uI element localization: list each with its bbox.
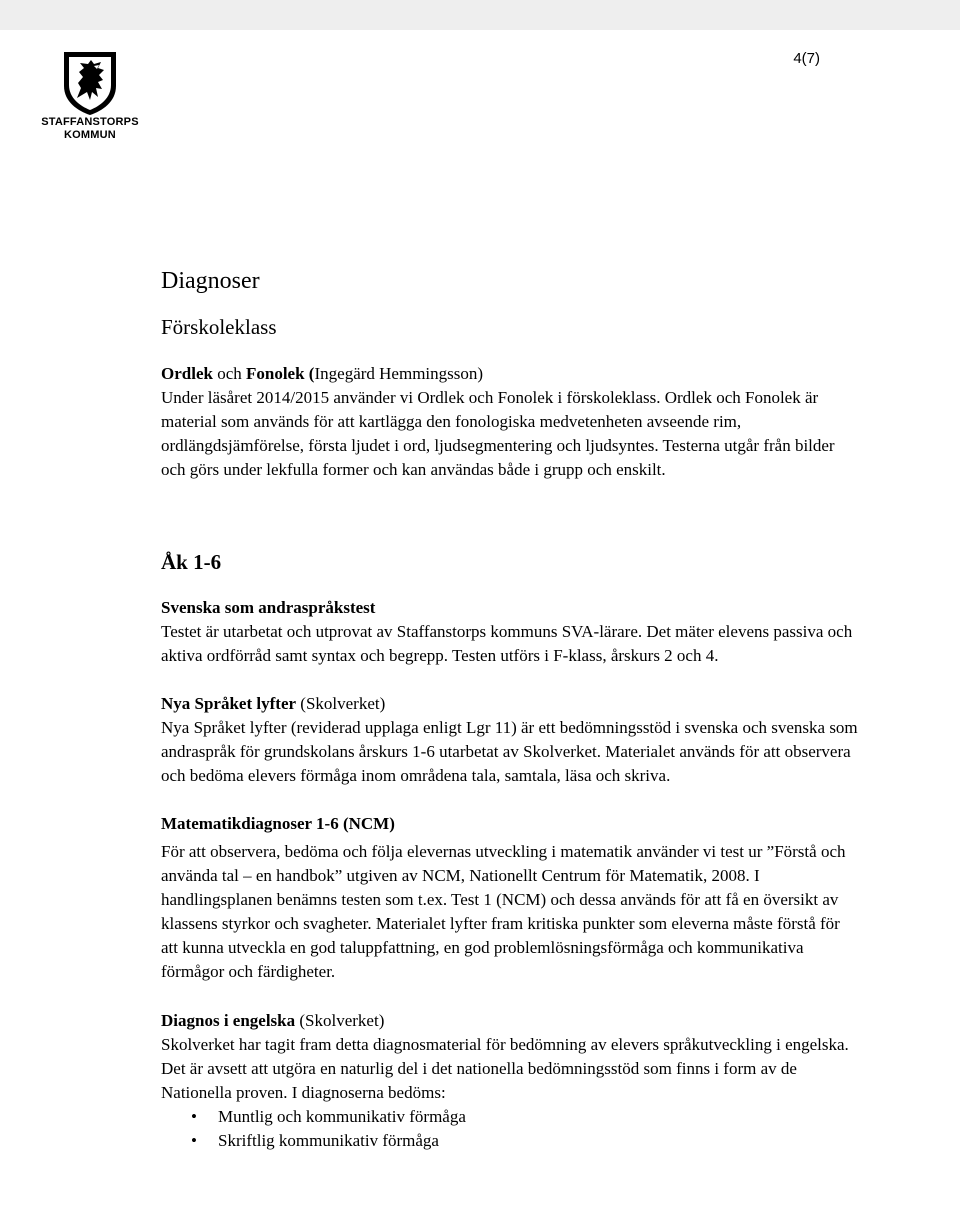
logo-text-line2: KOMMUN: [64, 129, 116, 141]
engelska-section: [161, 1009, 861, 1153]
ordlek-body: Under läsåret 2014/2015 använder vi Ordlek och Fonolek i förskoleklass. Ordlek och Fonolek är material som används för att kartlägga den fonologiska medvetenheten avseende rim, ordlängdsjämförelse, första ljudet i ord, ljudsegmentering och ljudsyntes. Testerna utgår från bilder och görs under lekfulla former och kan användas både i grupp och enskilt.: [161, 388, 835, 479]
engelska-title: Diagnos i engelska (Skolverket): [161, 1011, 385, 1030]
engelska-bullet-list: [161, 1105, 861, 1153]
matematik-title: Matematikdiagnoser 1-6 (NCM): [161, 814, 395, 833]
sva-test-section: [161, 596, 861, 668]
document-page: [0, 30, 960, 1226]
viewer-top-bar: [0, 0, 960, 30]
matematik-body: För att observera, bedöma och följa elevernas utveckling i matematik använder vi test ur ”Förstå och använda tal – en handbok” utgiven av NCM, Nationellt Centrum för Matematik, 2008. I handlingsplanen benämns testen som t.ex. Test 1 (NCM) och dessa används för att få en översikt av klassens styrkor och svagheter. Materialet lyfter fram kritiska punkter som eleverna måste förstå för att kunna utveckla en god taluppfattning, en god problemlösningsförmåga och kommunikativa förmågor och färdigheter.: [161, 842, 846, 981]
nya-spraket-body: Nya Språket lyfter (reviderad upplaga enligt Lgr 11) är ett bedömningsstöd i svenska och svenska som andraspråk för grundskolans årskurs 1-6 utarbetat av Skolverket. Materialet används för att observera och bedöma elevers förmåga inom områdena tala, samtala, läsa och skriva.: [161, 718, 858, 785]
bullet-icon: •: [191, 1131, 197, 1150]
logo-text-line1: STAFFANSTORPS: [41, 116, 139, 128]
list-item: • Muntlig och kommunikativ förmåga: [161, 1105, 861, 1129]
section-heading-forskoleklass: Förskoleklass: [161, 315, 277, 339]
bullet-icon: •: [191, 1107, 197, 1126]
coat-of-arms-icon: [58, 50, 122, 116]
document-content: [161, 266, 861, 1153]
municipality-logo: [38, 50, 142, 152]
sva-test-body: Testet är utarbetat och utprovat av Staffanstorps kommuns SVA-lärare. Det mäter elevens passiva och aktiva ordförråd samt syntax och begrepp. Testen utförs i F-klass, årskurs 2 och 4.: [161, 622, 853, 665]
nya-spraket-title: Nya Språket lyfter (Skolverket): [161, 694, 386, 713]
ordlek-section: [161, 362, 861, 482]
matematik-section: [161, 812, 861, 984]
section-heading-ak-1-6: Åk 1-6: [161, 550, 222, 574]
list-item: • Skriftlig kommunikativ förmåga: [161, 1129, 861, 1153]
ordlek-title: Ordlek och Fonolek (Ingegärd Hemmingsson): [161, 364, 484, 383]
sva-test-title: Svenska som andraspråkstest: [161, 598, 376, 617]
page-title: Diagnoser: [161, 268, 260, 294]
nya-spraket-section: [161, 692, 861, 788]
page-number: 4(7): [793, 50, 820, 67]
engelska-body: Skolverket har tagit fram detta diagnosmaterial för bedömning av elevers språkutveckling i engelska. Det är avsett att utgöra en naturlig del i det nationella bedömningsstöd som finns i form av de Nationella proven. I diagnoserna bedöms:: [161, 1035, 849, 1102]
